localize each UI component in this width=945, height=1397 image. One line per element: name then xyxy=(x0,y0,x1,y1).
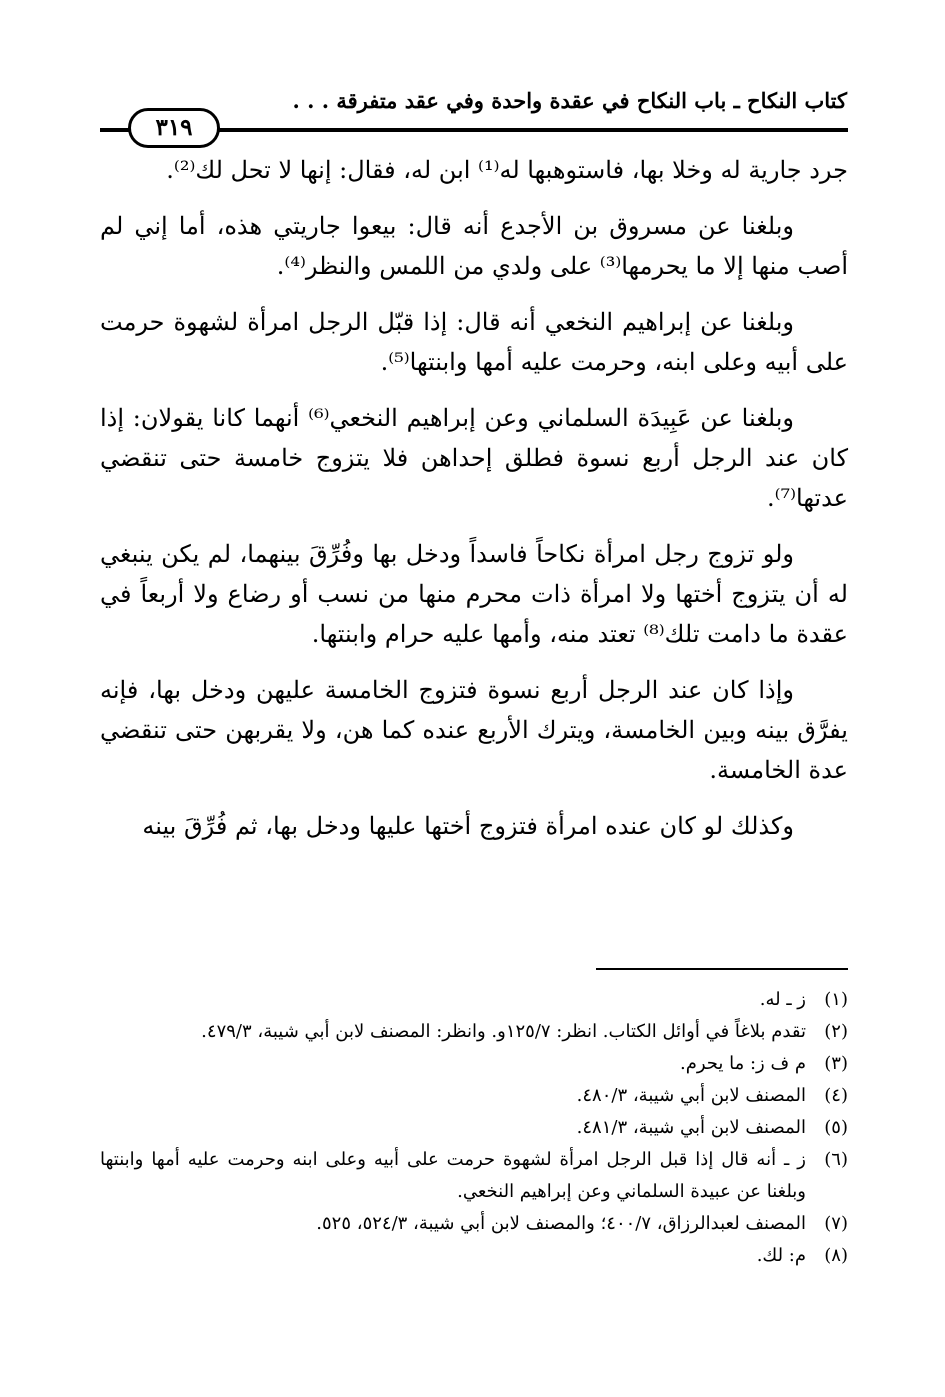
footnote-text: المصنف لابن أبي شيبة، ٤٨٠/٣. xyxy=(576,1085,806,1106)
paragraph: وبلغنا عن مسروق بن الأجدع أنه قال: بيعوا جاريتي هذه، أما إني لم أصب منها إلا ما يحرمها⁽³⁾ على ولدي من اللمس والنظر⁽⁴⁾. xyxy=(100,212,848,280)
footnote xyxy=(100,1208,848,1240)
paragraph: وإذا كان عند الرجل أربع نسوة فتزوج الخامسة عليهن ودخل بها، فإنه يفرَّق بينه وبين الخامسة، ويترك الأربع عنده كما هن، ولا يقربهن حتى تنقضي عدة الخامسة. xyxy=(100,676,848,784)
footnote xyxy=(100,1240,848,1272)
paragraph: جرد جارية له وخلا بها، فاستوهبها له⁽¹⁾ ابن له، فقال: إنها لا تحل لك⁽²⁾. xyxy=(166,156,848,184)
main-text xyxy=(100,150,848,862)
footnote-text: تقدم بلاغاً في أوائل الكتاب. انظر: ١٢٥/٧و. وانظر: المصنف لابن أبي شيبة، ٤٧٩/٣. xyxy=(201,1021,806,1042)
footnote-number: (١) xyxy=(824,989,848,1010)
footnotes xyxy=(100,984,848,1272)
footnote xyxy=(100,1048,848,1080)
footnote-text: م: لك. xyxy=(756,1245,806,1266)
paragraph: وبلغنا عن إبراهيم النخعي أنه قال: إذا قبّل الرجل امرأة لشهوة حرمت على أبيه وعلى ابنه، وحرمت عليه أمها وابنتها⁽⁵⁾. xyxy=(100,308,848,376)
footnote-text: ز ـ له. xyxy=(759,989,806,1010)
footnote-text: المصنف لابن أبي شيبة، ٤٨١/٣. xyxy=(576,1117,806,1138)
running-header: كتاب النكاح ـ باب النكاح في عقدة واحدة وفي عقد متفرقة . . . xyxy=(292,88,847,113)
footnote-separator xyxy=(596,968,848,970)
footnote-number: (٥) xyxy=(824,1117,848,1138)
paragraph: ولو تزوج رجل امرأة نكاحاً فاسداً ودخل بها وفُرِّقَ بينهما، لم يكن ينبغي له أن يتزوج أختها ولا امرأة ذات محرم منها من نسب أو رضاع ولا أربعاً في عقدة ما دامت تلك⁽⁸⁾ تعتد منه، وأمها عليه حرام وابنتها. xyxy=(100,540,848,648)
footnote-text: م ف ز: ما يحرم. xyxy=(680,1053,806,1074)
footnote xyxy=(100,1144,848,1208)
paragraph: وكذلك لو كان عنده امرأة فتزوج أختها عليها ودخل بها، ثم فُرِّقَ بينه xyxy=(142,812,794,840)
footnote xyxy=(100,1016,848,1048)
footnote-number: (٢) xyxy=(824,1021,848,1042)
footnote-number: (٨) xyxy=(824,1245,848,1266)
footnote-text: المصنف لعبدالرزاق، ٤٠٠/٧؛ والمصنف لابن أبي شيبة، ٥٢٤/٣، ٥٢٥. xyxy=(316,1213,806,1234)
footnote-number: (٧) xyxy=(824,1213,848,1234)
footnote-number: (٦) xyxy=(824,1149,848,1170)
page-number: ٣١٩ xyxy=(128,108,220,148)
paragraph: وبلغنا عن عَبِيدَة السلماني وعن إبراهيم النخعي⁽⁶⁾ أنهما كانا يقولان: إذا كان عند الرجل أربع نسوة فطلق إحداهن فلا يتزوج خامسة حتى تنقضي عدتها⁽⁷⁾. xyxy=(100,404,848,512)
footnote-number: (٣) xyxy=(824,1053,848,1074)
footnote xyxy=(100,984,848,1016)
footnote xyxy=(100,1080,848,1112)
footnote-number: (٤) xyxy=(824,1085,848,1106)
footnote-text: ز ـ أنه قال إذا قبل الرجل امرأة لشهوة حرمت على أبيه وعلى ابنه وحرمت عليه أمها وابنتها وبلغنا عن عبيدة السلماني وعن إبراهيم النخعي. xyxy=(100,1149,806,1202)
footnote xyxy=(100,1112,848,1144)
